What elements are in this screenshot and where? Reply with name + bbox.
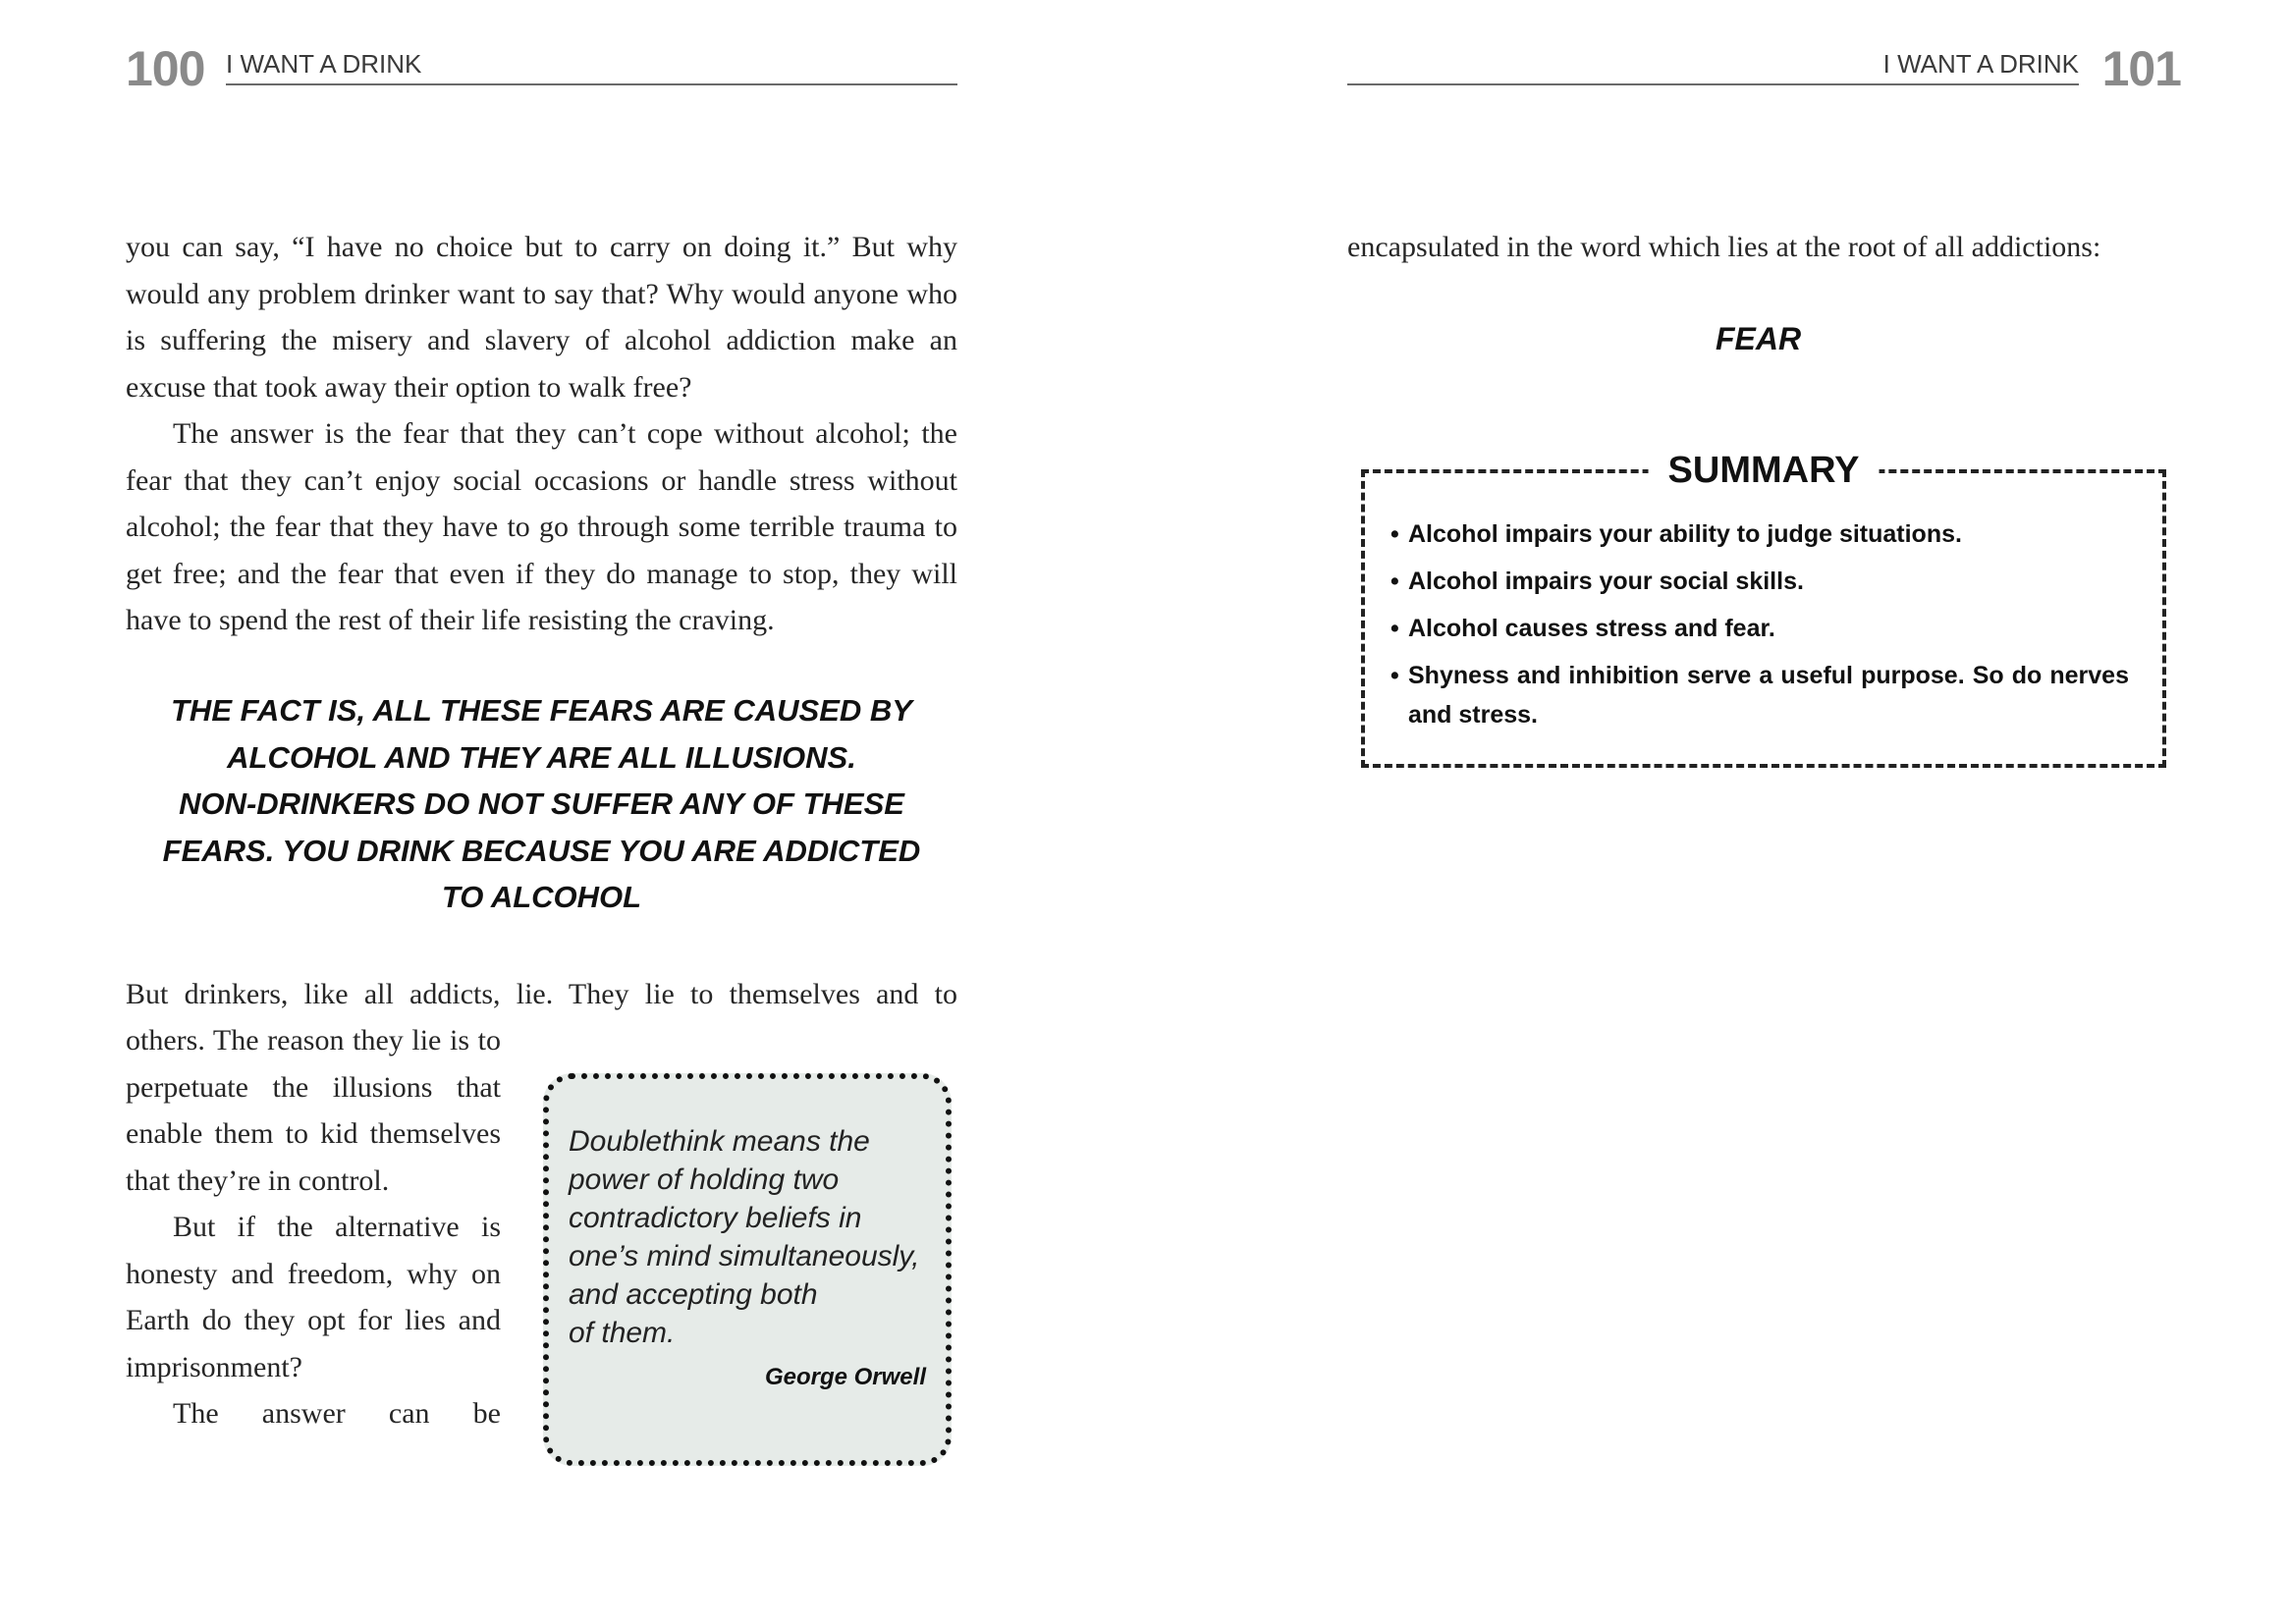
quote-line: power of holding two — [569, 1164, 840, 1196]
summary-item: • Alcohol impairs your social skills. — [1390, 562, 2129, 601]
emphasis-line: THE FACT IS, ALL THESE FEARS ARE CAUSED BY — [171, 693, 912, 728]
quote-line: one’s mind simultaneously, — [569, 1240, 920, 1272]
running-title: I WANT A DRINK — [1882, 49, 2079, 79]
summary-item: • Alcohol causes stress and fear. — [1390, 609, 2129, 648]
header-rule — [1347, 83, 2079, 85]
summary-title: SUMMARY — [1649, 446, 1880, 495]
quote-line: of them. — [569, 1317, 676, 1349]
paragraph: The answer can be — [173, 1397, 501, 1430]
quote-author: George Orwell — [764, 1364, 926, 1390]
quote-line: contradictory beliefs in — [569, 1202, 862, 1234]
bullet-icon: • — [1390, 520, 1399, 548]
summary-item: • Alcohol impairs your ability to judge situations. — [1390, 514, 2129, 554]
page-number: 100 — [126, 41, 205, 96]
keyword: FEAR — [1715, 321, 1802, 356]
emphasis-line: ALCOHOL AND THEY ARE ALL ILLUSIONS. — [227, 739, 856, 775]
running-title: I WANT A DRINK — [226, 49, 422, 79]
paragraph-first-line: But drinkers, like all addicts, lie. They lie to themselves and to — [126, 978, 957, 1010]
summary-box — [1361, 450, 2166, 768]
quote-line: Doublethink means the — [569, 1125, 870, 1158]
quote-line: and accepting both — [569, 1278, 818, 1311]
paragraph: But if the alternative is honesty and freedom, why on Earth do they opt for lies and imprisonment? — [126, 1211, 501, 1383]
paragraph: The answer is the fear that they can’t cope without alcohol; the fear that they can’t enjoy social occasions or handle stress without alcohol; the fear that they have to go through some terrible trauma to get free; and the fear that even if they do manage to stop, they will have to spend the rest of their life resisting the craving. — [126, 417, 957, 636]
paragraph: you can say, “I have no choice but to carry on doing it.” But why would any problem drinker want to say that? Why would anyone who is suffering the misery and slavery of alcohol addiction make an excuse that took away their option to walk free? — [126, 231, 957, 404]
bullet-icon: • — [1390, 615, 1399, 642]
bullet-icon: • — [1390, 568, 1399, 595]
emphasis-line: FEARS. YOU DRINK BECAUSE YOU ARE ADDICTED — [162, 833, 921, 868]
bullet-icon: • — [1390, 662, 1399, 689]
paragraph: others. The reason they lie is to perpetuate the illusions that enable them to kid themselves that they’re in control. — [126, 1024, 501, 1197]
emphasis-line: TO ALCOHOL — [441, 880, 642, 914]
summary-item: • Shyness and inhibition serve a useful purpose. So do nerves and stress. — [1390, 656, 2129, 734]
emphasis-line: NON-DRINKERS DO NOT SUFFER ANY OF THESE — [179, 786, 904, 821]
paragraph: encapsulated in the word which lies at the root of all addictions: — [1347, 231, 2101, 263]
summary-list — [1390, 514, 2129, 742]
page-number: 101 — [2101, 41, 2181, 96]
